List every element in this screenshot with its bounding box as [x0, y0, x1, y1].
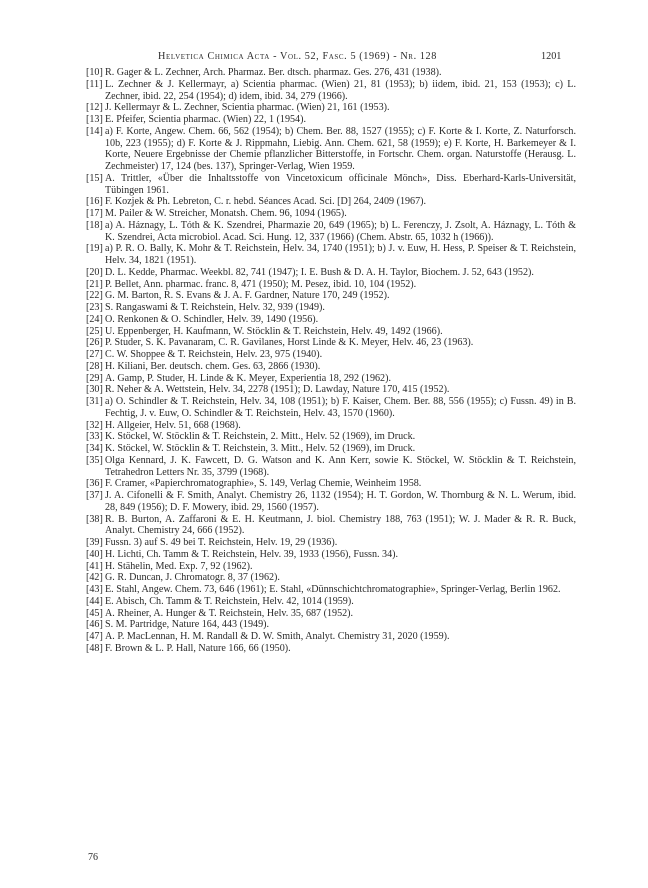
reference-number: [13] [86, 114, 103, 125]
reference-text: D. L. Kedde, Pharmac. Weekbl. 82, 741 (1947); I. E. Bush & D. A. H. Taylor, Biochem. J. 52, 643 (1952). [105, 266, 534, 278]
reference-text: O. Renkonen & O. Schindler, Helv. 39, 1490 (1956). [105, 313, 319, 325]
reference-item [86, 561, 576, 573]
reference-text: a) A. Háznagy, L. Tóth & K. Szendrei, Pharmazie 20, 649 (1965); b) L. Ferenczy, J. Zsolt, A. Háznagy, L. Tóth & K. Szendrei, Acta microbiol. Acad. Sci. Hung. 12, 337 (1966) (Chem. Abstr. 65, 1032 h (1966)). [105, 219, 576, 243]
reference-text: S. Rangaswami & T. Reichstein, Helv. 32, 939 (1949). [105, 302, 325, 313]
reference-item [86, 420, 576, 432]
reference-number: [39] [86, 537, 103, 548]
reference-number: [11] [86, 78, 103, 90]
reference-text: E. Stahl, Angew. Chem. 73, 646 (1961); E. Stahl, «Dünnschichtchromatographie», Springer-Verlag, Berlin 1962. [105, 584, 561, 595]
reference-number: [22] [86, 290, 103, 302]
reference-number: [42] [86, 572, 103, 584]
reference-text: K. Stöckel, W. Stöcklin & T. Reichstein, 2. Mitt., Helv. 52 (1969), im Druck. [105, 431, 416, 443]
reference-item [86, 443, 576, 455]
reference-number: [28] [86, 360, 103, 372]
reference-number: [45] [86, 607, 103, 619]
reference-text: U. Eppenberger, H. Kaufmann, W. Stöcklin & T. Reichstein, Helv. 49, 1492 (1966). [105, 325, 443, 337]
reference-text: a) O. Schindler & T. Reichstein, Helv. 34, 108 (1951); b) F. Kaiser, Chem. Ber. 88, 556 (1955); c) Fussn. 49) in B. Fechtig, J. v. Euw, O. Schindler & T. Reichstein, Helv. 43, 1570 (1960). [105, 396, 576, 419]
reference-item [86, 643, 576, 655]
reference-text: G. M. Barton, R. S. Evans & J. A. F. Gardner, Nature 170, 249 (1952). [105, 290, 390, 302]
reference-item [86, 196, 576, 208]
reference-number: [10] [86, 67, 103, 78]
reference-number: [47] [86, 631, 103, 642]
reference-number: [16] [86, 196, 103, 208]
reference-text: Fussn. 3) auf S. 49 bei T. Reichstein, Helv. 19, 29 (1936). [105, 537, 338, 548]
reference-number: [30] [86, 384, 103, 396]
reference-item [86, 384, 576, 396]
reference-number: [40] [86, 548, 103, 560]
page-footer-marker: 76 [88, 852, 98, 863]
reference-text: C. W. Shoppee & T. Reichstein, Helv. 23, 975 (1940). [105, 349, 323, 360]
reference-text: G. R. Duncan, J. Chromatogr. 8, 37 (1962). [105, 572, 280, 584]
reference-text: Olga Kennard, J. K. Fawcett, D. G. Watson and K. Ann Kerr, sowie K. Stöckel, W. Stöcklin & T. Reichstein, Tetrahedron Letters Nr. 35, 3799 (1968). [105, 454, 576, 478]
reference-number: [38] [86, 513, 103, 525]
reference-item [86, 549, 576, 561]
reference-number: [17] [86, 208, 103, 219]
reference-item [86, 572, 576, 584]
reference-number: [27] [86, 349, 103, 360]
reference-item [86, 396, 576, 420]
reference-text: F. Cramer, «Papierchromatographie», S. 149, Verlag Chemie, Weinheim 1958. [105, 478, 422, 490]
reference-text: E. Pfeifer, Scientia pharmac. (Wien) 22, 1 (1954). [105, 114, 306, 125]
reference-item [86, 290, 576, 302]
reference-text: R. Gager & L. Zechner, Arch. Pharmaz. Ber. dtsch. pharmaz. Ges. 276, 431 (1938). [105, 67, 442, 78]
reference-text: F. Brown & L. P. Hall, Nature 166, 66 (1950). [105, 642, 291, 654]
reference-item [86, 478, 576, 490]
reference-number: [32] [86, 419, 103, 431]
reference-item [86, 173, 576, 197]
reference-text: E. Abisch, Ch. Tamm & T. Reichstein, Helv. 42, 1014 (1959). [105, 595, 354, 607]
reference-item [86, 608, 576, 620]
reference-text: A. Rheiner, A. Hunger & T. Reichstein, Helv. 35, 687 (1952). [105, 607, 354, 619]
reference-item [86, 302, 576, 314]
reference-text: J. A. Cifonelli & F. Smith, Analyt. Chemistry 26, 1132 (1954); H. T. Gordon, W. Thornburg & N. L. Werum, ibid. 28, 849 (1956); D. F. Mowery, ibid. 29, 1560 (1957). [105, 490, 576, 513]
reference-text: P. Studer, S. K. Pavanaram, C. R. Gavilanes, Horst Linde & K. Meyer, Helv. 46, 23 (1963). [105, 337, 474, 349]
reference-text: J. Kellermayr & L. Zechner, Scientia pharmac. (Wien) 21, 161 (1953). [105, 102, 390, 114]
reference-item [86, 631, 576, 643]
reference-number: [23] [86, 302, 103, 313]
reference-item [86, 326, 576, 338]
reference-number: [19] [86, 243, 103, 255]
page-number: 1201 [541, 51, 562, 62]
reference-item [86, 279, 576, 291]
reference-text: F. Kozjek & Ph. Lebreton, C. r. hebd. Séances Acad. Sci. [D] 264, 2409 (1967). [105, 196, 427, 208]
reference-item [86, 514, 576, 538]
reference-number: [14] [86, 125, 103, 137]
reference-number: [29] [86, 372, 103, 384]
reference-number: [48] [86, 642, 103, 654]
reference-item [86, 455, 576, 479]
reference-item [86, 79, 576, 103]
reference-number: [18] [86, 219, 103, 231]
reference-item [86, 584, 576, 596]
reference-number: [26] [86, 337, 103, 349]
reference-text: K. Stöckel, W. Stöcklin & T. Reichstein, 3. Mitt., Helv. 52 (1969), im Druck. [105, 443, 416, 454]
reference-number: [41] [86, 560, 103, 572]
reference-item [86, 349, 576, 361]
reference-item [86, 67, 576, 79]
reference-text: H. Stähelin, Med. Exp. 7, 92 (1962). [105, 560, 253, 572]
reference-text: a) P. R. O. Bally, K. Mohr & T. Reichstein, Helv. 34, 1740 (1951); b) J. v. Euw, H. Hess, P. Speiser & T. Reichstein, Helv. 34, 1821 (1951). [105, 243, 576, 266]
reference-item [86, 337, 576, 349]
reference-text: H. Lichti, Ch. Tamm & T. Reichstein, Helv. 39, 1933 (1956), Fussn. 34). [105, 548, 399, 560]
reference-item [86, 596, 576, 608]
reference-item [86, 102, 576, 114]
reference-text: a) F. Korte, Angew. Chem. 66, 562 (1954); b) Chem. Ber. 88, 1527 (1955); c) F. Korte & I. Korte, Z. Naturforsch. 10b, 223 (1955); d) F. Korte & J. Rippmahn, Liebig. Ann. Chem. 621, 58 (1959); e) F. Korte, H. Barkemeyer & I. Korte, Neuere Ergebnisse der Chemie pflanzlicher Bitterstoffe, in Fortschr. Chem. organ. Naturstoffe (Herausg. L. Zechmeister) 17, 124 (bes. 137), Springer-Verlag, Wien 1959. [105, 125, 576, 172]
reference-item [86, 220, 576, 244]
reference-item [86, 126, 576, 173]
reference-number: [33] [86, 431, 103, 443]
reference-text: A. Trittler, «Über die Inhaltsstoffe von Vincetoxicum officinale Mönch», Diss. Eberhard-Karls-Universität, Tübingen 1961. [105, 172, 576, 196]
reference-number: [31] [86, 396, 103, 407]
reference-text: R. B. Burton, A. Zaffaroni & E. H. Keutmann, J. biol. Chemistry 188, 763 (1951); W. J. Mader & R. R. Buck, Analyt. Chemistry 24, 666 (1952). [105, 513, 576, 537]
reference-text: A. Gamp, P. Studer, H. Linde & K. Meyer, Experientia 18, 292 (1962). [105, 372, 391, 384]
reference-list [86, 67, 576, 655]
reference-number: [12] [86, 102, 103, 114]
reference-number: [34] [86, 443, 103, 454]
reference-item [86, 373, 576, 385]
reference-text: P. Bellet, Ann. pharmac. franc. 8, 471 (1950); M. Pesez, ibid. 10, 104 (1952). [105, 278, 417, 290]
reference-number: [21] [86, 278, 103, 290]
reference-item [86, 208, 576, 220]
reference-number: [46] [86, 619, 103, 631]
reference-number: [36] [86, 478, 103, 490]
reference-item [86, 314, 576, 326]
reference-text: L. Zechner & J. Kellermayr, a) Scientia pharmac. (Wien) 21, 81 (1953); b) iidem, ibid. 21, 153 (1953); c) L. Zechner, ibid. 22, 254 (1954); d) idem, ibid. 34, 279 (1966). [105, 78, 576, 102]
running-header [0, 50, 648, 64]
reference-number: [44] [86, 595, 103, 607]
journal-title: Helvetica Chimica Acta - Vol. 52, Fasc. 5 (1969) - Nr. 128 [158, 51, 437, 62]
reference-text: H. Kiliani, Ber. deutsch. chem. Ges. 63, 2866 (1930). [105, 360, 321, 372]
reference-number: [37] [86, 490, 103, 501]
reference-item [86, 243, 576, 267]
reference-number: [20] [86, 266, 103, 278]
reference-number: [24] [86, 313, 103, 325]
reference-text: M. Pailer & W. Streicher, Monatsh. Chem. 96, 1094 (1965). [105, 208, 347, 219]
reference-item [86, 361, 576, 373]
reference-text: R. Neher & A. Wettstein, Helv. 34, 2278 (1951); D. Lawday, Nature 170, 415 (1952). [105, 384, 450, 396]
reference-number: [35] [86, 454, 103, 466]
reference-item [86, 267, 576, 279]
reference-item [86, 431, 576, 443]
reference-item [86, 114, 576, 126]
reference-text: A. P. MacLennan, H. M. Randall & D. W. Smith, Analyt. Chemistry 31, 2020 (1959). [105, 631, 450, 642]
reference-text: S. M. Partridge, Nature 164, 443 (1949). [105, 619, 269, 631]
reference-number: [15] [86, 172, 103, 184]
reference-item [86, 490, 576, 514]
reference-item [86, 537, 576, 549]
reference-item [86, 619, 576, 631]
reference-number: [43] [86, 584, 103, 595]
reference-text: H. Allgeier, Helv. 51, 668 (1968). [105, 419, 241, 431]
reference-number: [25] [86, 325, 103, 337]
